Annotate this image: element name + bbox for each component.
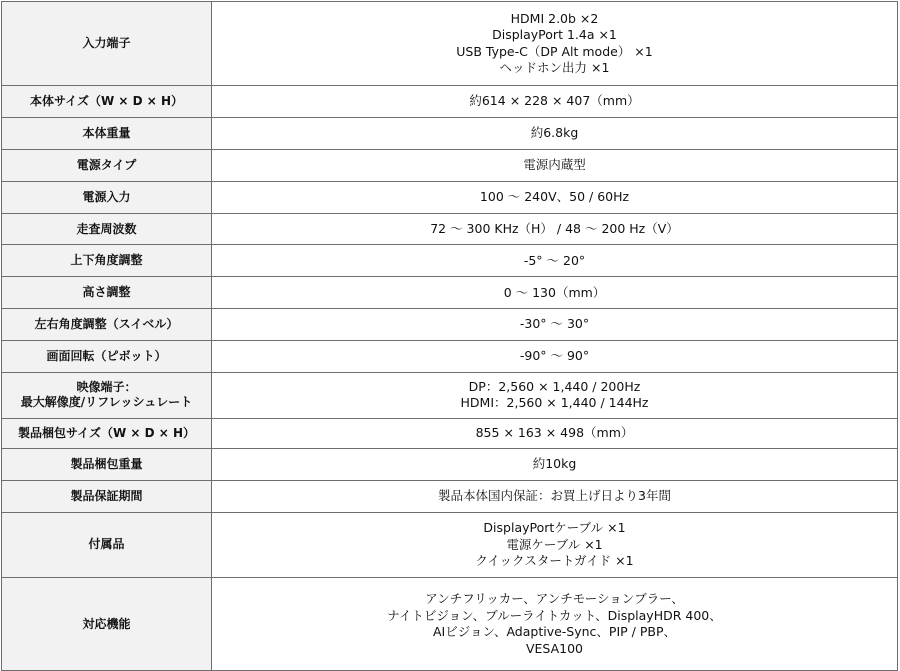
spec-value-line: DP：2,560 × 1,440 / 200Hz [468, 378, 641, 394]
spec-label [2, 480, 212, 512]
spec-value-line: 0 ～ 130（mm） [503, 284, 606, 300]
spec-value [212, 181, 898, 213]
spec-value-line: -5° ～ 20° [523, 252, 586, 268]
spec-value-line: 約614 × 228 × 407（mm） [469, 93, 640, 109]
spec-value-line: AIビジョン、Adaptive-Sync、PIP / PBP、 [432, 624, 677, 640]
spec-row-tilt [2, 245, 898, 277]
spec-label [2, 181, 212, 213]
spec-value [212, 578, 898, 671]
spec-label [2, 245, 212, 277]
spec-value-line: -30° ～ 30° [519, 316, 590, 332]
spec-label [2, 448, 212, 480]
spec-value-line: HDMI：2,560 × 1,440 / 144Hz [460, 395, 649, 411]
spec-label-line: 電源入力 [82, 189, 131, 204]
spec-row-video-ports [2, 372, 898, 418]
spec-value-line: クイックスタートガイド ×1 [475, 553, 634, 569]
spec-row-swivel [2, 309, 898, 341]
spec-row-body-weight [2, 118, 898, 150]
spec-label-line: 電源タイプ [76, 157, 137, 172]
spec-row-warranty [2, 480, 898, 512]
spec-label [2, 213, 212, 245]
spec-label-line: 上下角度調整 [70, 253, 143, 268]
spec-value [212, 213, 898, 245]
spec-value [212, 372, 898, 418]
spec-label [2, 2, 212, 86]
spec-value [212, 149, 898, 181]
spec-value-line: 100 ～ 240V、50 / 60Hz [479, 188, 630, 204]
spec-value-line: DisplayPortケーブル ×1 [483, 520, 626, 536]
spec-value [212, 309, 898, 341]
spec-label [2, 149, 212, 181]
spec-label-line: 製品梱包重量 [70, 456, 143, 471]
spec-label-line: 本体重量 [82, 126, 131, 141]
spec-label-line: 高さ調整 [82, 285, 131, 300]
spec-label [2, 372, 212, 418]
spec-row-body-size [2, 86, 898, 118]
spec-value [212, 480, 898, 512]
spec-value [212, 86, 898, 118]
spec-value-line: HDMI 2.0b ×2 [510, 10, 599, 26]
spec-value [212, 245, 898, 277]
spec-table [1, 1, 898, 671]
spec-value [212, 277, 898, 309]
spec-label-line: 製品梱包サイズ（W × D × H） [17, 425, 196, 440]
spec-row-power-input [2, 181, 898, 213]
spec-row-power-type [2, 149, 898, 181]
spec-value-line: VESA100 [525, 640, 584, 656]
spec-value-line: 電源ケーブル ×1 [506, 536, 603, 552]
spec-label [2, 309, 212, 341]
spec-value [212, 419, 898, 449]
spec-value-line: DisplayPort 1.4a ×1 [492, 27, 617, 43]
spec-label-line: 最大解像度/リフレッシュレート [20, 395, 193, 410]
spec-value [212, 512, 898, 578]
spec-value-line: ヘッドホン出力 ×1 [499, 60, 610, 76]
spec-label [2, 512, 212, 578]
spec-row-height [2, 277, 898, 309]
spec-label-line: 付属品 [88, 537, 125, 552]
spec-row-pivot [2, 341, 898, 373]
spec-row-package-weight [2, 448, 898, 480]
spec-label-line: 製品保証期間 [70, 488, 143, 503]
spec-label [2, 341, 212, 373]
spec-value-line: 約6.8kg [530, 125, 579, 141]
spec-label [2, 578, 212, 671]
spec-label-line: 映像端子： [76, 380, 137, 395]
spec-value-line: アンチフリッカー、アンチモーションブラー、 [425, 591, 684, 607]
spec-value-line: ナイトビジョン、ブルーライトカット、DisplayHDR 400、 [387, 607, 722, 623]
spec-value-line: 製品本体国内保証：お買上げ日より3年間 [438, 487, 671, 503]
spec-value [212, 341, 898, 373]
spec-label-line: 本体サイズ（W × D × H） [29, 94, 184, 109]
spec-label-line: 対応機能 [82, 616, 131, 631]
spec-label-line: 走査周波数 [76, 221, 137, 236]
spec-row-package-size [2, 419, 898, 449]
spec-value-line: USB Type-C（DP Alt mode） ×1 [456, 43, 653, 59]
spec-label-line: 入力端子 [82, 36, 131, 51]
spec-value-line: 855 × 163 × 498（mm） [475, 425, 634, 441]
spec-value-line: 72 ～ 300 KHz（H） / 48 ～ 200 Hz（V） [430, 220, 679, 236]
spec-value-line: 約10kg [532, 456, 577, 472]
spec-row-features [2, 578, 898, 671]
spec-value [212, 2, 898, 86]
spec-label-line: 画面回転（ピボット） [46, 348, 167, 363]
spec-label [2, 277, 212, 309]
spec-label [2, 118, 212, 150]
spec-label [2, 86, 212, 118]
spec-row-input-ports [2, 2, 898, 86]
spec-row-scan-frequency [2, 213, 898, 245]
spec-value [212, 448, 898, 480]
spec-label-line: 左右角度調整（スイベル） [34, 317, 179, 332]
spec-value-line: -90° ～ 90° [519, 348, 590, 364]
spec-value [212, 118, 898, 150]
spec-label [2, 419, 212, 449]
spec-value-line: 電源内蔵型 [523, 157, 586, 173]
spec-row-accessories [2, 512, 898, 578]
